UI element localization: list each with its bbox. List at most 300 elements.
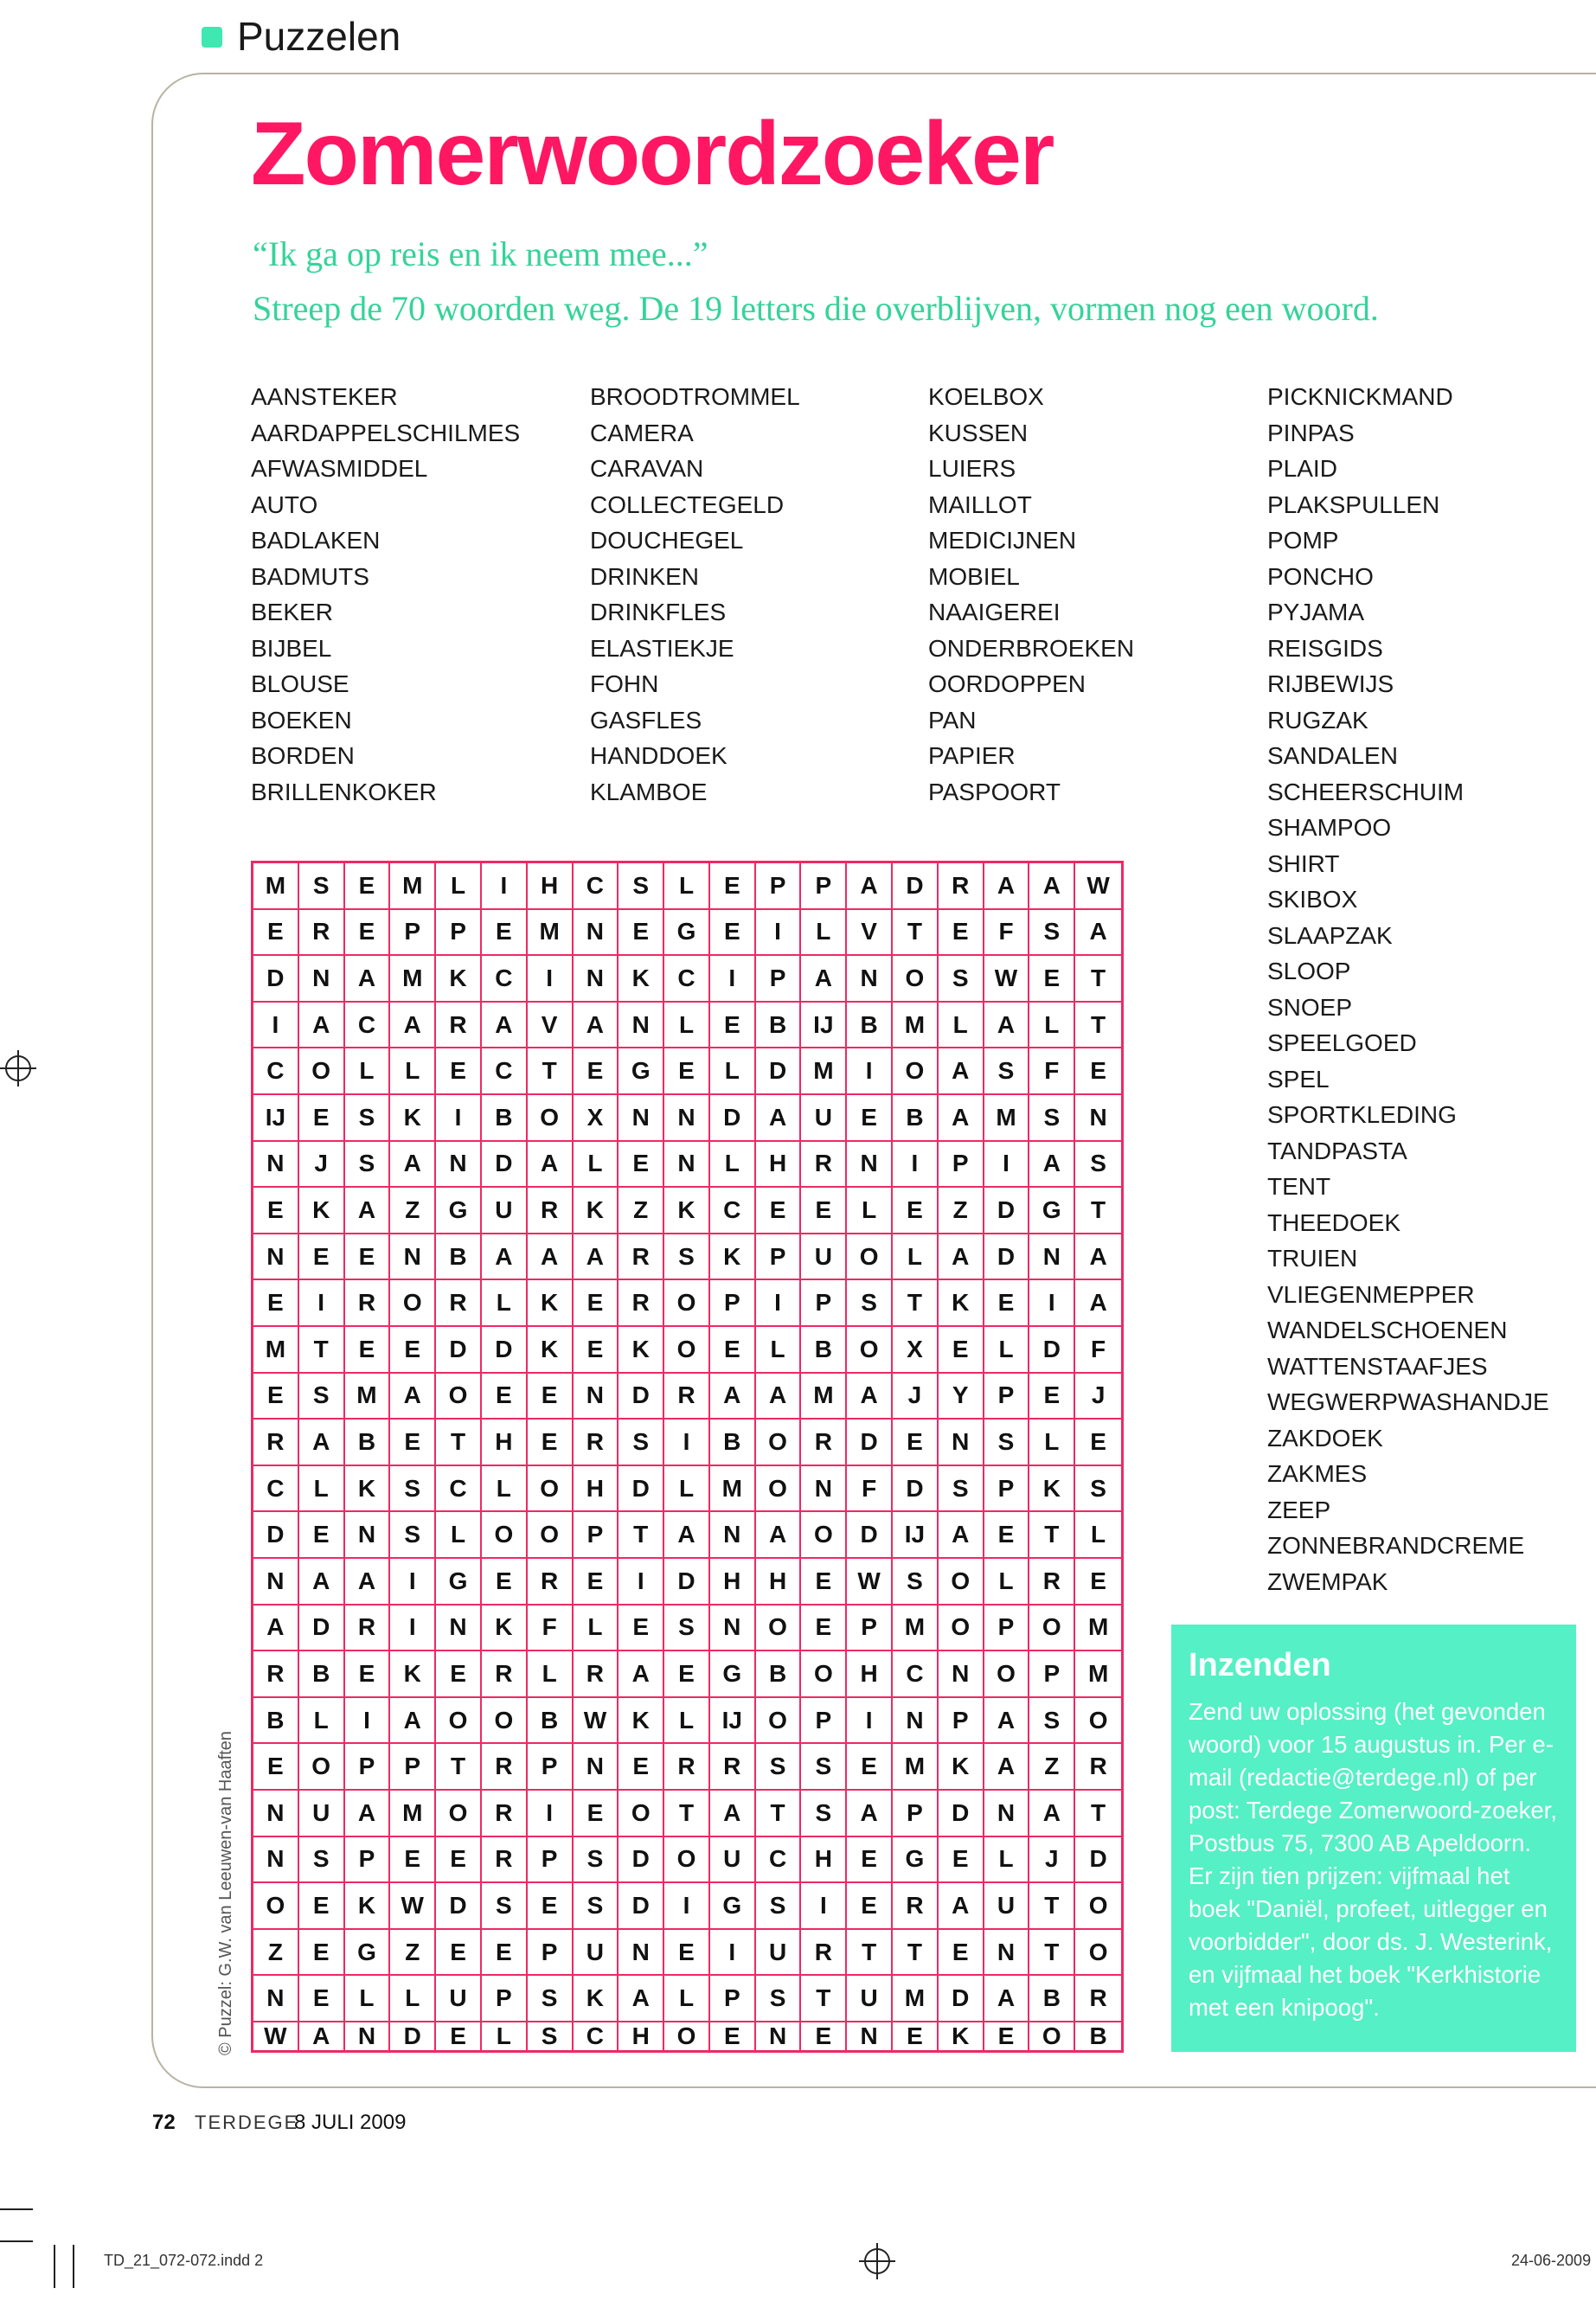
grid-cell: K [939, 1280, 984, 1327]
word-list-item: PLAKSPULLEN [1267, 490, 1440, 518]
word-list-item: PASPOORT [928, 778, 1061, 805]
word-list-item: PAPIER [928, 742, 1016, 769]
grid-cell: U [801, 1234, 847, 1281]
word-list-item: BRILLENKOKER [251, 778, 437, 805]
grid-cell: E [253, 1188, 299, 1234]
grid-cell: E [619, 910, 664, 957]
grid-cell: A [664, 1512, 710, 1559]
grid-cell: U [801, 1095, 847, 1142]
grid-cell: S [939, 1466, 984, 1513]
grid-cell: N [574, 956, 619, 1003]
grid-cell: T [893, 1930, 939, 1977]
grid-cell: I [710, 1930, 756, 1977]
grid-cell: E [345, 1234, 391, 1281]
grid-cell: I [664, 1420, 710, 1466]
grid-cell: L [939, 1003, 984, 1049]
grid-cell: E [528, 1374, 574, 1420]
grid-cell: N [756, 2022, 802, 2050]
grid-cell: T [801, 1976, 847, 2022]
grid-cell: S [664, 1606, 710, 1652]
grid-cell: U [710, 1837, 756, 1884]
grid-cell: G [664, 910, 710, 957]
grid-cell: U [756, 1930, 802, 1977]
word-list-item: MOBIEL [928, 562, 1020, 590]
grid-cell: R [436, 1003, 482, 1049]
grid-cell: O [664, 1280, 710, 1327]
word-list-item: POMP [1267, 527, 1339, 554]
word-list-item: KUSSEN [928, 419, 1029, 446]
grid-cell: D [253, 1512, 299, 1559]
grid-cell: D [619, 1837, 664, 1884]
grid-cell: B [847, 1003, 893, 1049]
grid-cell: D [482, 1327, 528, 1374]
word-list-item: DRINKFLES [590, 599, 727, 625]
word-list-item: DRINKEN [590, 562, 700, 590]
grid-cell: O [847, 1234, 893, 1281]
grid-cell: P [345, 1837, 391, 1884]
grid-cell: L [345, 1048, 391, 1095]
grid-cell: I [756, 910, 802, 957]
word-list-item: NAAIGEREI [928, 599, 1061, 625]
grid-cell: T [528, 1048, 574, 1095]
grid-cell: I [893, 1142, 939, 1189]
grid-cell: IJ [801, 1003, 847, 1049]
grid-cell: E [574, 1791, 619, 1837]
grid-cell: L [664, 1976, 710, 2022]
grid-cell: M [893, 1606, 939, 1652]
crop-mark [54, 2245, 55, 2288]
word-list-item: AFWASMIDDEL [251, 455, 428, 482]
grid-cell: O [1029, 1606, 1075, 1652]
grid-cell: N [984, 1791, 1030, 1837]
intro-instructions: Streep de 70 woorden weg. De 19 letters die overblijven, vormen nog een woord. [253, 289, 1379, 328]
grid-cell: E [482, 910, 528, 957]
word-list-item: LUIERS [928, 455, 1016, 482]
word-list-item: KOELBOX [928, 383, 1044, 410]
grid-cell: E [253, 910, 299, 957]
grid-cell: E [847, 1837, 893, 1884]
grid-cell: L [299, 1698, 345, 1745]
grid-cell: R [482, 1837, 528, 1884]
grid-cell: N [299, 956, 345, 1003]
grid-cell: S [574, 1837, 619, 1884]
grid-cell: O [756, 1466, 802, 1513]
grid-cell: K [482, 1606, 528, 1652]
grid-cell: S [756, 1744, 802, 1791]
grid-cell: L [436, 1512, 482, 1559]
grid-cell: Z [390, 1188, 436, 1234]
grid-cell: T [1075, 956, 1121, 1003]
grid-cell: E [436, 1930, 482, 1977]
grid-cell: E [299, 1930, 345, 1977]
grid-cell: S [939, 956, 984, 1003]
word-list-item: WATTENSTAAFJES [1267, 1352, 1488, 1380]
grid-cell: S [528, 1976, 574, 2022]
grid-cell: E [710, 1003, 756, 1049]
word-list-item: SHAMPOO [1267, 814, 1392, 841]
grid-cell: I [436, 1095, 482, 1142]
grid-cell: P [436, 910, 482, 957]
word-list-item: BROODTROMMEL [590, 383, 800, 410]
grid-cell: D [1029, 1327, 1075, 1374]
grid-cell: E [1029, 1374, 1075, 1420]
grid-cell: A [984, 863, 1030, 910]
grid-cell: N [436, 1142, 482, 1189]
grid-cell: O [664, 1837, 710, 1884]
word-list-item: KLAMBOE [590, 778, 708, 805]
grid-cell: E [1075, 1420, 1121, 1466]
grid-cell: N [847, 2022, 893, 2050]
grid-cell: F [847, 1466, 893, 1513]
grid-cell: D [984, 1234, 1030, 1281]
grid-cell: A [756, 1512, 802, 1559]
grid-cell: D [619, 1466, 664, 1513]
grid-cell: R [253, 1651, 299, 1698]
section-marker-icon [202, 27, 222, 48]
grid-cell: O [528, 1466, 574, 1513]
grid-cell: S [1029, 1095, 1075, 1142]
grid-cell: U [299, 1791, 345, 1837]
word-list-item: CARAVAN [590, 455, 704, 482]
grid-cell: M [984, 1095, 1030, 1142]
grid-cell: L [984, 1559, 1030, 1606]
grid-cell: T [1075, 1791, 1121, 1837]
grid-cell: L [664, 1466, 710, 1513]
grid-cell: E [984, 2022, 1030, 2050]
grid-cell: L [756, 1327, 802, 1374]
grid-cell: S [1075, 1466, 1121, 1513]
word-list-column-4 [1267, 379, 1549, 1599]
grid-cell: P [893, 1791, 939, 1837]
grid-cell: N [619, 1930, 664, 1977]
grid-cell: E [299, 1095, 345, 1142]
grid-cell: P [847, 1606, 893, 1652]
grid-cell: H [710, 1559, 756, 1606]
grid-cell: P [801, 863, 847, 910]
grid-cell: M [390, 863, 436, 910]
grid-cell: A [345, 1559, 391, 1606]
grid-cell: I [299, 1280, 345, 1327]
grid-cell: A [528, 1234, 574, 1281]
grid-cell: N [390, 1234, 436, 1281]
grid-cell: E [619, 1606, 664, 1652]
grid-cell: D [893, 1466, 939, 1513]
word-list-item: CAMERA [590, 419, 694, 446]
grid-cell: K [345, 1466, 391, 1513]
grid-cell: O [756, 1606, 802, 1652]
grid-cell: T [1075, 1188, 1121, 1234]
grid-cell: S [756, 1883, 802, 1930]
grid-cell: N [253, 1837, 299, 1884]
grid-cell: A [619, 1651, 664, 1698]
grid-cell: L [664, 1698, 710, 1745]
grid-cell: V [528, 1003, 574, 1049]
magazine-name: TERDEGE [195, 2112, 299, 2133]
grid-cell: E [756, 1188, 802, 1234]
grid-cell: A [345, 1188, 391, 1234]
grid-cell: IJ [253, 1095, 299, 1142]
grid-cell: A [1029, 863, 1075, 910]
grid-cell: E [436, 1048, 482, 1095]
grid-cell: I [984, 1142, 1030, 1189]
grid-cell: R [482, 1791, 528, 1837]
grid-cell: Z [619, 1188, 664, 1234]
grid-cell: I [1029, 1280, 1075, 1327]
grid-cell: K [710, 1234, 756, 1281]
word-list-item: REISGIDS [1267, 634, 1383, 662]
grid-cell: E [801, 1188, 847, 1234]
word-list-item: BLOUSE [251, 670, 349, 697]
grid-cell: L [801, 910, 847, 957]
word-list-item: HANDDOEK [590, 742, 727, 769]
grid-cell: P [801, 1280, 847, 1327]
grid-cell: N [710, 1512, 756, 1559]
grid-cell: E [390, 1327, 436, 1374]
grid-cell: O [756, 1420, 802, 1466]
grid-cell: A [984, 1003, 1030, 1049]
word-list-item: AUTO [251, 490, 318, 518]
grid-cell: K [619, 1698, 664, 1745]
word-list-item: VLIEGENMEPPER [1267, 1280, 1475, 1308]
grid-cell: E [574, 1048, 619, 1095]
grid-cell: E [345, 910, 391, 957]
grid-cell: C [436, 1466, 482, 1513]
grid-cell: E [436, 1651, 482, 1698]
grid-cell: C [253, 1466, 299, 1513]
grid-cell: P [756, 863, 802, 910]
grid-cell: I [756, 1280, 802, 1327]
grid-cell: S [299, 863, 345, 910]
grid-cell: K [528, 1280, 574, 1327]
word-list-item: DOUCHEGEL [590, 527, 744, 554]
submit-text: Zend uw oplossing (het gevonden woord) voor 15 augustus in. Per e-mail (redactie@terdege.nl) of per post: Terdege Zomerwoord-zoeker, Postbus 75, 7300 AB Apeldoorn. Er zijn tien prijzen: vijfmaal het boek "Daniël, profeet, uitlegger en voorbidder", door ds. J. Westerink, en vijfmaal het boek "Kerkhistorie met een knipoog". [1189, 1698, 1557, 2021]
registration-mark-icon [5, 1055, 31, 1081]
grid-cell: D [619, 1374, 664, 1420]
grid-cell: P [528, 1744, 574, 1791]
grid-cell: K [574, 1976, 619, 2022]
grid-cell: R [482, 1651, 528, 1698]
grid-cell: O [482, 1698, 528, 1745]
grid-cell: O [299, 1048, 345, 1095]
grid-cell: E [619, 1142, 664, 1189]
word-list-item: SLAAPZAK [1267, 921, 1393, 949]
grid-cell: O [801, 1512, 847, 1559]
grid-cell: C [664, 956, 710, 1003]
grid-cell: S [390, 1512, 436, 1559]
grid-cell: A [390, 1374, 436, 1420]
grid-cell: C [482, 956, 528, 1003]
grid-cell: M [253, 863, 299, 910]
word-list-item: SCHEERSCHUIM [1267, 778, 1465, 805]
grid-cell: I [664, 1883, 710, 1930]
grid-cell: T [756, 1791, 802, 1837]
grid-cell: A [847, 1374, 893, 1420]
word-list-column-2 [590, 379, 800, 810]
grid-cell: S [756, 1976, 802, 2022]
grid-cell: R [1075, 1976, 1121, 2022]
grid-cell: H [756, 1142, 802, 1189]
grid-cell: P [756, 956, 802, 1003]
grid-cell: A [1075, 1234, 1121, 1281]
grid-cell: C [253, 1048, 299, 1095]
grid-cell: M [528, 910, 574, 957]
grid-cell: S [984, 1420, 1030, 1466]
grid-cell: S [619, 863, 664, 910]
grid-cell: E [528, 1883, 574, 1930]
word-list-item: TENT [1267, 1173, 1331, 1200]
grid-cell: I [390, 1606, 436, 1652]
grid-cell: F [1029, 1048, 1075, 1095]
grid-cell: L [390, 1976, 436, 2022]
grid-cell: P [1029, 1651, 1075, 1698]
grid-cell: E [939, 1930, 984, 1977]
grid-cell: R [801, 1930, 847, 1977]
grid-cell: A [847, 1791, 893, 1837]
grid-cell: R [619, 1234, 664, 1281]
word-list-item: GASFLES [590, 706, 702, 734]
grid-cell: O [1075, 1930, 1121, 1977]
grid-cell: A [939, 1234, 984, 1281]
grid-cell: W [574, 1698, 619, 1745]
grid-cell: D [619, 1883, 664, 1930]
grid-cell: T [1075, 1003, 1121, 1049]
grid-cell: N [984, 1930, 1030, 1977]
grid-cell: D [847, 1420, 893, 1466]
grid-cell: L [664, 863, 710, 910]
grid-cell: N [619, 1003, 664, 1049]
word-list-item: ZONNEBRANDCREME [1267, 1532, 1525, 1559]
grid-cell: N [664, 1142, 710, 1189]
grid-cell: J [1029, 1837, 1075, 1884]
grid-cell: L [1075, 1512, 1121, 1559]
grid-cell: N [893, 1698, 939, 1745]
word-list-item: MAILLOT [928, 490, 1032, 518]
grid-cell: T [664, 1791, 710, 1837]
grid-cell: O [847, 1327, 893, 1374]
grid-cell: E [436, 2022, 482, 2050]
grid-cell: D [756, 1048, 802, 1095]
grid-cell: A [939, 1095, 984, 1142]
grid-cell: E [482, 1374, 528, 1420]
grid-cell: O [984, 1651, 1030, 1698]
grid-cell: X [574, 1095, 619, 1142]
grid-cell: W [390, 1883, 436, 1930]
grid-cell: P [984, 1374, 1030, 1420]
grid-cell: E [299, 1234, 345, 1281]
grid-cell: K [345, 1883, 391, 1930]
grid-cell: E [574, 1280, 619, 1327]
grid-cell: E [1029, 956, 1075, 1003]
grid-cell: E [345, 1327, 391, 1374]
grid-cell: D [664, 1559, 710, 1606]
grid-cell: D [710, 1095, 756, 1142]
grid-cell: A [710, 1374, 756, 1420]
grid-cell: N [1029, 1234, 1075, 1281]
grid-cell: N [253, 1791, 299, 1837]
submit-title: Inzenden [1189, 1647, 1331, 1683]
issue-date: 8 JULI 2009 [294, 2111, 407, 2134]
grid-cell: I [710, 956, 756, 1003]
grid-cell: E [482, 1559, 528, 1606]
grid-cell: D [299, 1606, 345, 1652]
grid-cell: L [574, 1142, 619, 1189]
grid-cell: W [253, 2022, 299, 2050]
grid-cell: B [801, 1327, 847, 1374]
grid-cell: A [1075, 1280, 1121, 1327]
grid-cell: L [436, 863, 482, 910]
grid-cell: O [528, 1095, 574, 1142]
grid-cell: E [1075, 1048, 1121, 1095]
grid-cell: M [390, 956, 436, 1003]
grid-cell: P [939, 1142, 984, 1189]
grid-cell: E [253, 1744, 299, 1791]
grid-cell: M [801, 1048, 847, 1095]
grid-cell: C [710, 1188, 756, 1234]
grid-cell: R [436, 1280, 482, 1327]
grid-cell: R [801, 1142, 847, 1189]
word-list-item: BOEKEN [251, 706, 352, 734]
grid-cell: E [253, 1374, 299, 1420]
grid-cell: O [299, 1744, 345, 1791]
grid-cell: R [528, 1559, 574, 1606]
grid-cell: A [756, 1095, 802, 1142]
word-list-item: SPEELGOED [1267, 1029, 1417, 1056]
grid-cell: A [619, 1976, 664, 2022]
word-list-item: AANSTEKER [251, 383, 398, 410]
word-list-item: SHIRT [1267, 849, 1340, 877]
grid-cell: I [253, 1003, 299, 1049]
grid-cell: I [528, 956, 574, 1003]
grid-cell: I [390, 1559, 436, 1606]
grid-cell: M [710, 1466, 756, 1513]
grid-cell: N [801, 1466, 847, 1513]
grid-cell: K [390, 1651, 436, 1698]
grid-cell: F [528, 1606, 574, 1652]
grid-cell: S [801, 1744, 847, 1791]
grid-cell: S [299, 1837, 345, 1884]
grid-cell: M [1075, 1651, 1121, 1698]
grid-cell: O [1075, 1883, 1121, 1930]
word-list-item: SLOOP [1267, 958, 1351, 984]
grid-cell: P [984, 1606, 1030, 1652]
grid-cell: J [1075, 1374, 1121, 1420]
grid-cell: P [390, 1744, 436, 1791]
grid-cell: R [299, 910, 345, 957]
grid-cell: U [482, 1188, 528, 1234]
grid-cell: G [436, 1188, 482, 1234]
grid-cell: R [710, 1744, 756, 1791]
grid-cell: IJ [710, 1698, 756, 1745]
grid-cell: S [299, 1374, 345, 1420]
grid-cell: E [574, 1559, 619, 1606]
grid-cell: H [574, 1466, 619, 1513]
grid-cell: B [482, 1095, 528, 1142]
word-list-item: ZAKMES [1267, 1460, 1368, 1487]
grid-cell: O [939, 1606, 984, 1652]
grid-cell: A [299, 1420, 345, 1466]
grid-cell: S [1075, 1142, 1121, 1189]
grid-cell: E [482, 1930, 528, 1977]
grid-cell: L [984, 1327, 1030, 1374]
grid-cell: C [893, 1651, 939, 1698]
grid-cell: D [939, 1976, 984, 2022]
word-list-item: BADLAKEN [251, 527, 381, 554]
grid-cell: C [756, 1837, 802, 1884]
word-list-item: OORDOPPEN [928, 670, 1086, 697]
grid-cell: O [939, 1559, 984, 1606]
grid-cell: P [801, 1698, 847, 1745]
grid-cell: A [984, 1744, 1030, 1791]
